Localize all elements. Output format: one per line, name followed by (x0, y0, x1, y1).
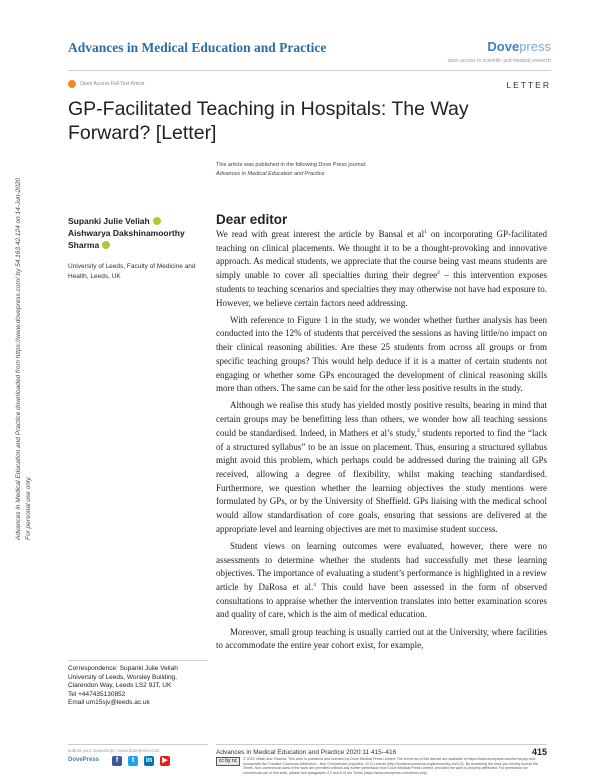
open-access-lock-icon (68, 80, 76, 88)
page-number: 415 (531, 747, 547, 757)
author-1-name[interactable]: Supanki Julie Veliah (68, 216, 150, 226)
linkedin-icon[interactable]: in (145, 757, 153, 764)
paragraph-4 (216, 540, 547, 622)
dovepress-logo[interactable] (487, 39, 551, 54)
paragraph-1-text-b: on incorporating GP-facilitated teaching on clinical placements. We thought it to be a thought-provoking and innovative approach. As medical students, we appreciate that the course being vast means students are simply unable to cover all specialties during their degree (216, 229, 547, 281)
author-2 (68, 227, 208, 239)
author-2-cont (68, 239, 208, 251)
citation-ref[interactable]: 2 (437, 270, 440, 277)
open-access-label: Open Access Full Text Article (80, 81, 145, 87)
footer-submit-link[interactable]: submit your manuscript | www.dovepress.com (68, 748, 160, 753)
correspondence-address-2: Clarendon Way, Leeds LS2 9JT, UK (68, 682, 172, 689)
open-access-badge (68, 80, 144, 88)
footer-dovepress-logo[interactable]: DovePress (68, 757, 100, 763)
paragraph-3-text-a: Although we realise this study has yielded mostly positive results, bearing in mind that certain groups may be benefitting less than others, we wonder how all teaching sessions could be standardised. Indeed, in Mathers et al’s study, (216, 400, 547, 438)
paragraph-4-text-a: Student views on learning outcomes were evaluated, however, there were no assessments to determine whether the students had successfully met these learning objectives. The importance of evaluating a student’s performance is highlighted in a review article by DaRosa et al. (216, 540, 547, 593)
journal-title: Advances in Medical Education and Practice (68, 40, 327, 55)
brand-bold: Dove (487, 39, 520, 54)
social-links (112, 756, 170, 766)
article-type: LETTER (506, 80, 551, 90)
paragraph-4-text-b: This could have been assessed in the form of observed consultations to appraise whether the intervention translates into better examination scores and quality of care, which is the aim of medical education. (216, 582, 548, 620)
footer-divider (216, 744, 547, 745)
author-2-name-line1[interactable]: Aishwarya Dakshinamoorthy (68, 228, 185, 238)
creative-commons-icon[interactable]: cc by nc (216, 757, 240, 766)
paragraph-1-text-c: – this intervention exposes students to teaching scenarios and specialties they may otherwise not have had exposure to. However, we believe certain factors need addressing. (216, 270, 547, 308)
citation-ref[interactable]: 4 (313, 582, 317, 589)
facebook-icon[interactable]: f (112, 756, 122, 766)
letter-salutation: Dear editor (216, 212, 288, 227)
download-watermark-line1: Advances in Medical Education and Practice downloaded from https://www.dovepress.com/ by 54.163.42.124 on 14-Jun-2020 (15, 177, 22, 540)
youtube-icon[interactable]: ▶ (160, 756, 170, 766)
correspondence-email[interactable]: Email um15sjv@leeds.ac.uk (68, 699, 150, 706)
footer-left-divider (68, 744, 208, 745)
orcid-icon[interactable] (153, 217, 161, 225)
paragraph-2: With reference to Figure 1 in the study, we wonder whether further analysis has been conducted into the 12% of students that perceived the sessions as having little/no impact on their clinical reasoning abilities. Are these 25 students from across all groups or from specific teaching groups? This would help deduce if it is a matter of certain students not engaging or whether some GPs encouraged the development of clinical reasoning skills more than others. The same can be said for the other less positive results in the study. (216, 314, 547, 394)
correspondence-phone: Tel +447435130852 (68, 690, 126, 698)
brand-light: press (519, 39, 551, 54)
download-watermark (14, 0, 38, 540)
paragraph-1 (216, 228, 547, 310)
orcid-icon[interactable] (102, 241, 110, 249)
citation-ref[interactable]: 3 (416, 427, 420, 434)
brand-tagline: open access to scientific and medical research (447, 58, 551, 64)
license-text: © 2020 Veliah and Sharma. This work is published and licensed by Dove Medical Press Limited. The full terms of this license are available at https://www.dovepress.com/terms.php and incorporate the Creative Commons Attribution – Non Commercial (unported, v3.0) License (http://creativecommons.org/licenses/by-nc/3.0/). By accessing the work you hereby accept the Terms. Non-commercial uses of the work are permitted without any further permission from Dove Medical Press Limited, provided the work is properly attributed. For permission for commercial use of this work, please see paragraphs 4.2 and 5 of our Terms (https://www.dovepress.com/terms.php). (243, 757, 538, 775)
download-watermark-line2: For personal use only. (25, 476, 32, 540)
publication-note (216, 161, 366, 179)
publication-note-line: This article was published in the following Dove Press journal: (216, 162, 367, 168)
paragraph-1-text-a: We read with great interest the article by Bansal et al (216, 229, 425, 239)
article-title: GP-Facilitated Teaching in Hospitals: The Way Forward? [Letter] (68, 98, 469, 144)
citation-ref[interactable]: 1 (424, 229, 427, 235)
author-list (68, 215, 208, 251)
paragraph-3 (216, 399, 547, 536)
author-1 (68, 215, 208, 227)
header-divider (68, 70, 551, 71)
paragraph-3-text-b: students reported to find the “lack of a structured syllabus” to be an issue on placement. Thus, ensuring a structured syllabus might avoid this problem, which perhaps could be addressed during the training all GPs received, allowing a degree of flexibility, whilst making teaching standardised. Furthermore, we question whether the learning objectives the study mentions were formulated by GPs, or by the University of Sheffield. GPs liaising with the medical school would allow standardisation of core goals, ensuring that sessions are delivered at the appropriate level and learning objectives are met to maximise student success. (216, 427, 547, 534)
author-2-name-line2[interactable]: Sharma (68, 240, 100, 250)
footer-journal-citation: Advances in Medical Education and Practice 2020:11 415–416 (216, 749, 397, 756)
author-affiliation: University of Leeds, Faculty of Medicine and Health, Leeds, UK (68, 263, 196, 280)
publication-note-journal[interactable]: Advances in Medical Education and Practice (216, 171, 325, 177)
letter-body (216, 228, 547, 657)
correspondence-block (68, 660, 208, 708)
twitter-icon[interactable]: t (128, 756, 138, 766)
correspondence-name: Correspondence: Supanki Julie Veliah (68, 665, 178, 672)
correspondence-address-1: University of Leeds, Worsley Building, (68, 673, 177, 681)
paragraph-5: Moreover, small group teaching is usually carried out at the University, where facilities to accommodate the entire year cohort exist, for example, (216, 626, 547, 651)
